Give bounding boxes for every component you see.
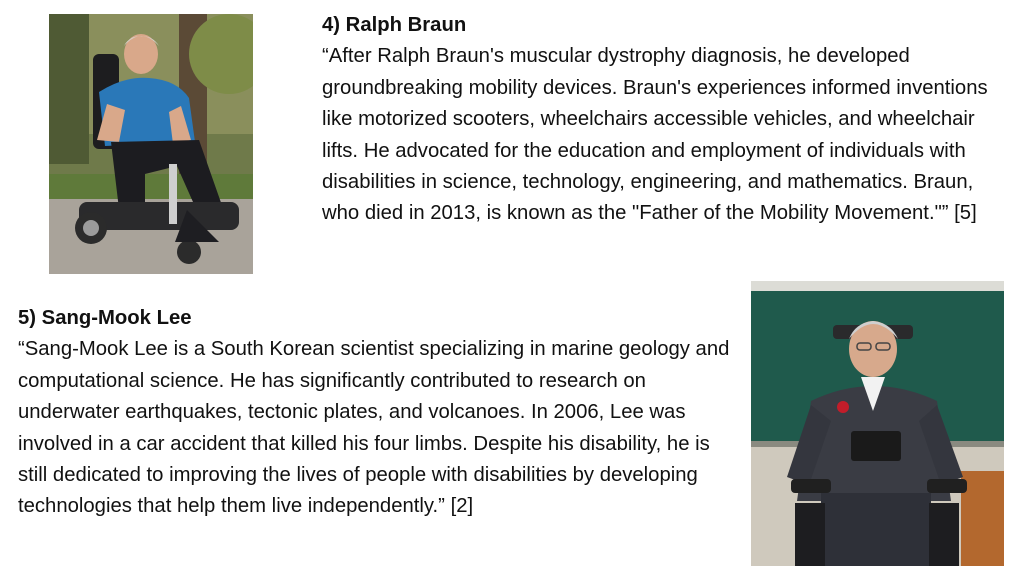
section-body: “Sang-Mook Lee is a South Korean scientist specializing in marine geology and computational science. He has significantly contributed to research on underwater earthquakes, tectonic plates, and volcanoes. In 2006, Lee was involved in a car accident that killed his four limbs. Despite his disability, he is still dedicated to improving the lives of people with disabilities by developing technologies that help them live independently.” [2] — [18, 338, 730, 518]
section-sang-mook-lee — [18, 303, 743, 523]
ralph-braun-photo — [49, 14, 253, 274]
section-heading: 5) Sang-Mook Lee — [18, 307, 192, 329]
section-body: “After Ralph Braun's muscular dystrophy diagnosis, he developed groundbreaking mobility devices. Braun's experiences informed inventions like motorized scooters, wheelchairs accessible vehicles, and wheelchair lifts. He advocated for the education and employment of individuals with disabilities in science, technology, engineering, and mathematics. Braun, who died in 2013, is known as the "Father of the Mobility Movement."” [5] — [322, 45, 988, 225]
sang-mook-lee-photo — [751, 281, 1004, 566]
section-heading: 4) Ralph Braun — [322, 14, 467, 36]
section-ralph-braun — [322, 10, 1012, 230]
